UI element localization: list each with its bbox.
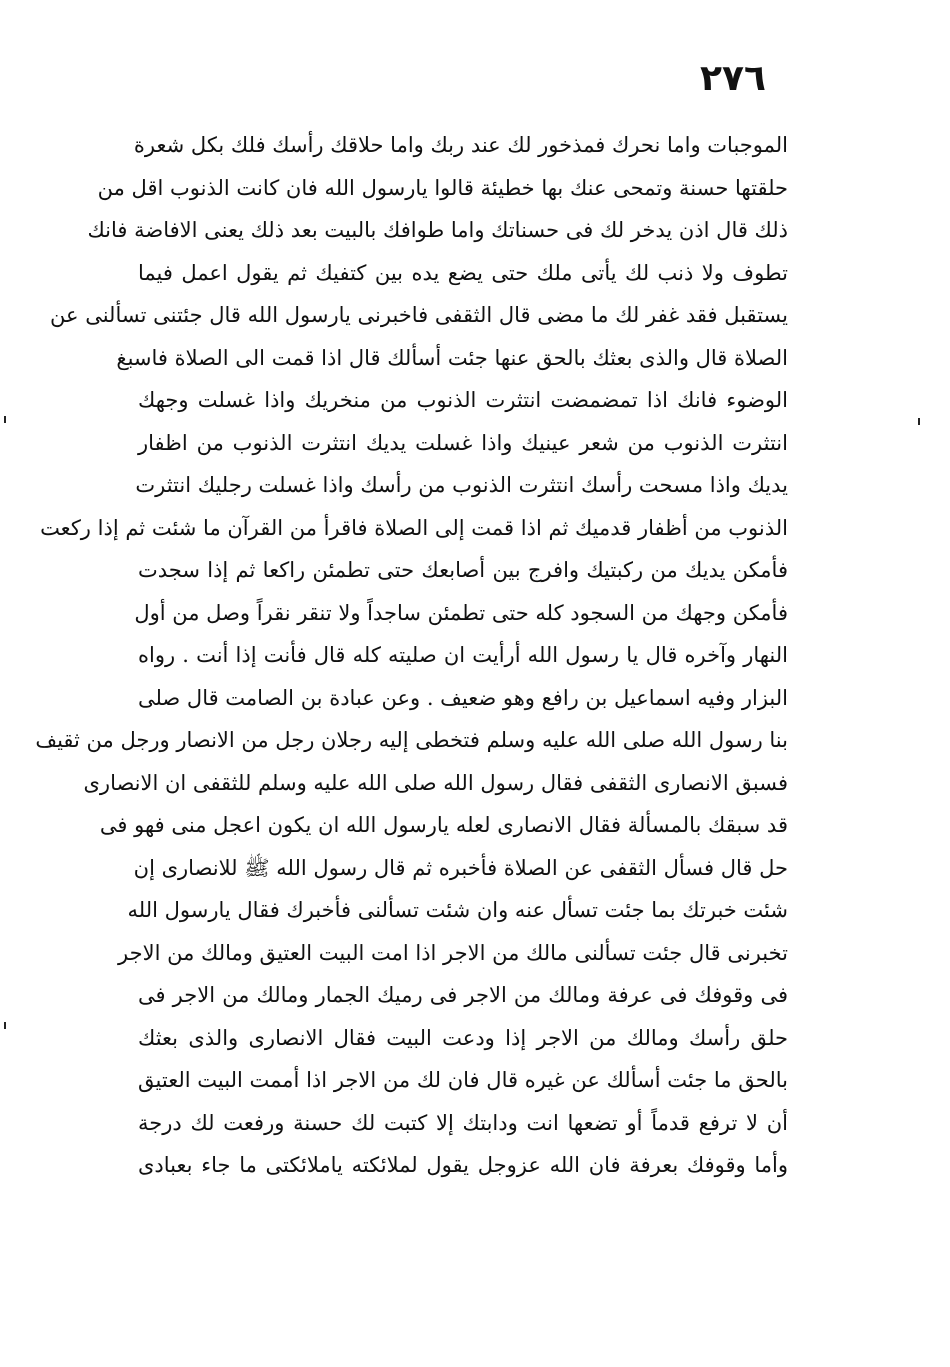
left-margin-mark-lower xyxy=(4,1022,6,1029)
text-line: بنا رسول الله صلى الله عليه وسلم فتخطى إليه رجلان رجل من الانصار ورجل من ثقيف xyxy=(35,728,788,752)
text-line: تطوف ولا ذنب لك يأتى ملك حتى يضع يده بين كتفيك ثم يقول اعمل فيما xyxy=(138,260,788,285)
text-line: البزار وفيه اسماعيل بن رافع وهو ضعيف . وعن عبادة بن الصامت قال صلى xyxy=(137,685,788,710)
text-line: بالحق ما جئت أسألك عن غيره قال فان لك من الاجر اذا أممت البيت العتيق xyxy=(138,1068,788,1092)
text-line: حل قال فسأل الثقفى عن الصلاة فأخبره ثم قال رسول الله ﷺ للانصارى إن xyxy=(133,855,788,880)
text-line: فأمكن يديك من ركبتيك وافرج بين أصابعك حتى تطمئن راكعا ثم إذا سجدت xyxy=(138,558,788,582)
text-line: فى وقوفك فى عرفة ومالك من الاجر فى رميك الجمار ومالك من الاجر فى xyxy=(138,983,788,1007)
text-line: أن لا ترفع قدماً أو تضعها انت ودابتك إلا كتبت لك حسنة ورفعت لك درجة xyxy=(138,1110,788,1135)
page-number: ٢٧٦ xyxy=(700,58,766,99)
text-line: قد سبقك بالمسألة فقال الانصارى لعله يارسول الله ان يكون اعجل منى فهو فى xyxy=(99,813,788,837)
body-text xyxy=(35,124,788,1187)
text-line: النهار وآخره قال يا رسول الله أرأيت ان صليته كله قال فأنت إذا أنت . رواه xyxy=(138,643,788,667)
text-line: الصلاة قال والذى بعثك بالحق عنها جئت أسألك قال اذا قمت الى الصلاة فاسبغ xyxy=(116,345,788,370)
right-margin-mark xyxy=(918,418,920,425)
text-line: فسبق الانصارى الثقفى فقال رسول الله صلى الله عليه وسلم للثقفى ان الانصارى xyxy=(83,770,788,795)
text-line: الموجبات واما نحرك فمذخور لك عند ربك واما حلاقك رأسك فلك بكل شعرة xyxy=(133,133,788,157)
text-line: الوضوء فانك اذا تمضمضت انتثرت الذنوب من منخريك واذا غسلت وجهك xyxy=(138,388,788,412)
text-line: شئت خبرتك بما جئت تسأل عنه وان شئت تسألنى فأخبرك فقال يارسول الله xyxy=(127,898,788,922)
text-line: انتثرت الذنوب من شعر عينيك واذا غسلت يديك انتثرت الذنوب من اظفار xyxy=(138,430,788,455)
text-line: حلق رأسك ومالك من الاجر إذا ودعت البيت فقال الانصارى والذى بعثك xyxy=(138,1025,788,1050)
text-line: وأما وقوفك بعرفة فان الله عزوجل يقول لملائكته ياملائكتى ما جاء بعبادى xyxy=(138,1153,788,1177)
text-line: تخبرنى قال جئت تسألنى مالك من الاجر اذا امت البيت العتيق ومالك من الاجر xyxy=(118,940,788,965)
text-line: الذنوب من أظفار قدميك ثم اذا قمت إلى الصلاة فاقرأ من القرآن ما شئت ثم إذا ركعت xyxy=(40,515,788,540)
text-line: فأمكن وجهك من السجود كله حتى تطمئن ساجداً ولا تنقر نقراً وصل من أول xyxy=(134,600,788,625)
text-line: يستقبل فقد غفر لك ما مضى قال الثقفى فاخبرنى يارسول الله قال جئتنى تسألنى عن xyxy=(50,303,788,327)
text-line: ذلك قال اذن يدخر لك فى حسناتك واما طوافك بالبيت بعد ذلك يعنى الافاضة فانك xyxy=(87,218,788,242)
left-margin-mark xyxy=(4,416,6,423)
text-line: حلقتها حسنة وتمحى عنك بها خطيئة قالوا يارسول الله فان كانت الذنوب اقل من xyxy=(97,175,788,200)
text-line: يديك واذا مسحت رأسك انتثرت الذنوب من رأسك واذا غسلت رجليك انتثرت xyxy=(135,473,788,497)
